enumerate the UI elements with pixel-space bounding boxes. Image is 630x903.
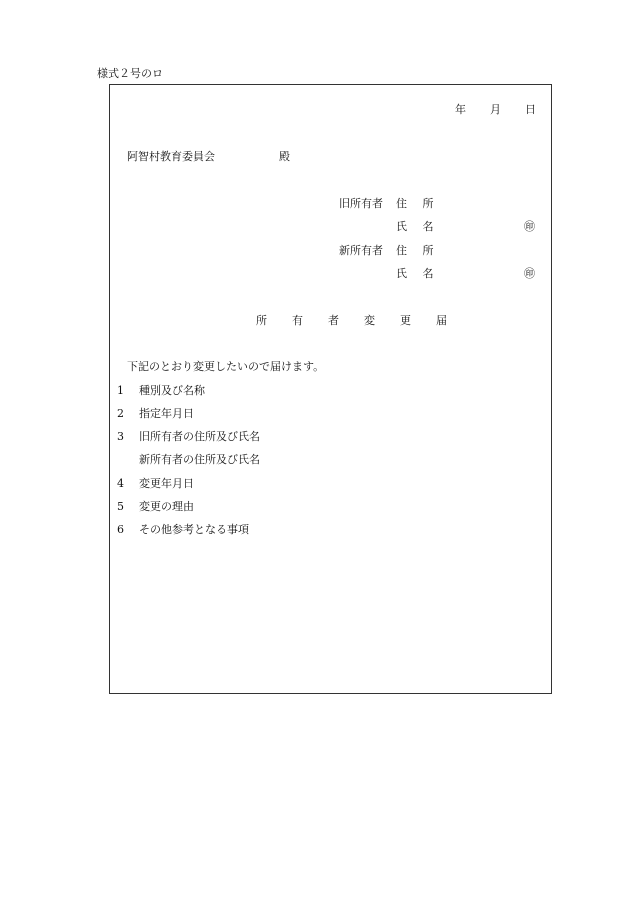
item-number: 2 bbox=[117, 407, 124, 420]
item-number: 6 bbox=[117, 523, 124, 536]
document-title: 所有者変更届 bbox=[256, 314, 472, 327]
old-owner-address-label: 住 所 bbox=[396, 197, 440, 210]
item-text: 指定年月日 bbox=[139, 407, 194, 420]
item-number: 3 bbox=[117, 430, 124, 443]
old-owner-seal-mark: ㊞ bbox=[524, 220, 535, 233]
new-owner-seal-mark: ㊞ bbox=[524, 267, 535, 280]
item-number: 4 bbox=[117, 477, 124, 490]
item-text: 旧所有者の住所及び氏名 bbox=[139, 430, 260, 443]
date-year-label: 年 bbox=[455, 103, 466, 116]
new-owner-label: 新所有者 bbox=[339, 244, 383, 257]
intro-text: 下記のとおり変更したいので届けます。 bbox=[127, 360, 325, 373]
date-day-label: 日 bbox=[525, 103, 536, 116]
item-number: 1 bbox=[117, 384, 124, 397]
item-text: 変更の理由 bbox=[139, 500, 194, 513]
addressee-name: 阿智村教育委員会 bbox=[127, 150, 215, 163]
old-owner-label: 旧所有者 bbox=[339, 197, 383, 210]
item-text: その他参考となる事項 bbox=[139, 523, 249, 536]
item-text: 種別及び名称 bbox=[139, 384, 205, 397]
date-month-label: 月 bbox=[490, 103, 501, 116]
form-number-label: 様式２号のロ bbox=[97, 67, 163, 80]
item-text: 新所有者の住所及び氏名 bbox=[139, 453, 260, 466]
addressee-honorific: 殿 bbox=[279, 150, 290, 163]
item-number: 5 bbox=[117, 500, 124, 513]
item-text: 変更年月日 bbox=[139, 477, 194, 490]
new-owner-address-label: 住 所 bbox=[396, 244, 440, 257]
old-owner-name-label: 氏 名 bbox=[396, 220, 440, 233]
new-owner-name-label: 氏 名 bbox=[396, 267, 440, 280]
